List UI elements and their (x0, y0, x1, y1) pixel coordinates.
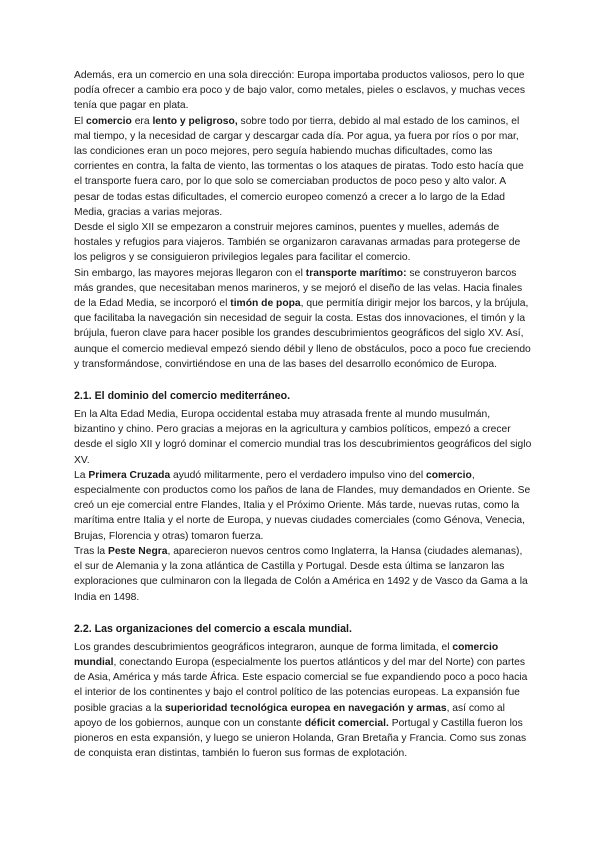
paragraph: En la Alta Edad Media, Europa occidental estaba muy atrasada frente al mundo musulmán, bizantino y chino. Pero gracias a mejoras en la agricultura y cambios políticos, empezó a crecer desde el siglo XII y logró dominar el comercio mundial tras los descubrimientos geográficos del siglo XV. (74, 409, 532, 466)
section-heading: 2.2. Las organizaciones del comercio a escala mundial. (74, 622, 352, 635)
bold-term: superioridad tecnológica europea en navegación y armas (165, 702, 447, 714)
section-heading: 2.1. El dominio del comercio mediterráneo. (74, 390, 291, 403)
bold-term: transporte marítimo: (305, 267, 407, 279)
bold-term: déficit comercial. (304, 717, 389, 729)
bold-term: comercio (426, 469, 472, 481)
paragraph: Tras la Peste Negra, aparecieron nuevos centros como Inglaterra, la Hansa (ciudades alemanas), el sur de Alemania y la zona atlántica de Castilla y Portugal. Desde esta última se lanzaron las exploraciones que culminaron con la llegada de Colón a América en 1492 y de Vasco da Gama a la India en 1498. (74, 545, 528, 603)
bold-term: Primera Cruzada (88, 469, 171, 481)
paragraph: El comercio era lento y peligroso, sobre todo por tierra, debido al mal estado de los caminos, el mal tiempo, y la necesidad de cargar y descargar cada día. Por agua, ya fuera por ríos o por mar, las condiciones eran un poco mejores, pero seguía habiendo muchas dificultades, como las corrientes en contra, la falta de viento, las tormentas o los ataques de piratas. Todo esto hacía que el transporte fuera caro, por lo que solo se comerciaban productos de poco peso y alto valor. A pesar de todas estas dificultades, el comercio europeo comenzó a crecer a lo largo de la Edad Media, gracias a varias mejoras. (74, 115, 524, 218)
bold-term: comercio mundial (74, 641, 499, 668)
paragraph: Desde el siglo XII se empezaron a construir mejores caminos, puentes y muelles, además de hostales y refugios para viajeros. También se organizaron caravanas armadas para protegerse de los peligros y se consiguieron privilegios legales para facilitar el comercio. (74, 222, 521, 264)
paragraph: La Primera Cruzada ayudó militarmente, pero el verdadero impulso vino del comercio, especialmente con productos como los paños de lana de Flandes, muy demandados en Oriente. Se creó un eje comercial entre Flandes, Italia y el Próximo Oriente. Más tarde, nuevas rutas, como la marítima entre Italia y el norte de Europa, y nuevas ciudades comerciales (como Génova, Venecia, Brujas, Florencia y otras) tomaron fuerza. (74, 469, 531, 542)
bold-term: lento y peligroso, (152, 115, 238, 127)
paragraph: Además, era un comercio en una sola dirección: Europa importaba productos valiosos, pero lo que podía ofrecer a cambio era poco y de bajo valor, como metales, pieles o esclavos, y muchas veces tenía que pagar en plata. (74, 70, 526, 112)
bold-term: Peste Negra (107, 545, 168, 557)
bold-term: comercio (86, 115, 132, 127)
paragraph: Los grandes descubrimientos geográficos integraron, aunque de forma limitada, el comercio mundial, conectando Europa (especialmente los puertos atlánticos y del mar del Norte) con partes de Asia, América y más tarde África. Este espacio comercial se fue expandiendo poco a poco hacia el interior de los continentes y bajo el control político de las potencias europeas. La expansión fue posible gracias a la superioridad tecnológica europea en navegación y armas, así como al apoyo de los gobiernos, aunque con un constante déficit comercial. Portugal y Castilla fueron los pioneros en esta expansión, y luego se unieron Holanda, Gran Bretaña y Francia. Como sus zonas de conquista eran distintas, también lo fueron sus formas de explotación. (74, 641, 528, 760)
paragraph: Sin embargo, las mayores mejoras llegaron con el transporte marítimo: se construyeron barcos más grandes, que necesitaban menos marineros, y se mejoró el diseño de las velas. Hacia finales de la Edad Media, se incorporó el timón de popa, que permitía dirigir mejor los barcos, y la brújula, que facilitaba la navegación sin necesidad de seguir la costa. Estas dos innovaciones, el timón y la brújula, fueron clave para hacer posible los grandes descubrimientos geográficos del siglo XV. Así, aunque el comercio medieval empezó siendo débil y lleno de obstáculos, poco a poco fue creciendo y transformándose, convirtiéndose en una de las bases del desarrollo económico de Europa. (74, 267, 531, 370)
bold-term: timón de popa (230, 298, 301, 310)
